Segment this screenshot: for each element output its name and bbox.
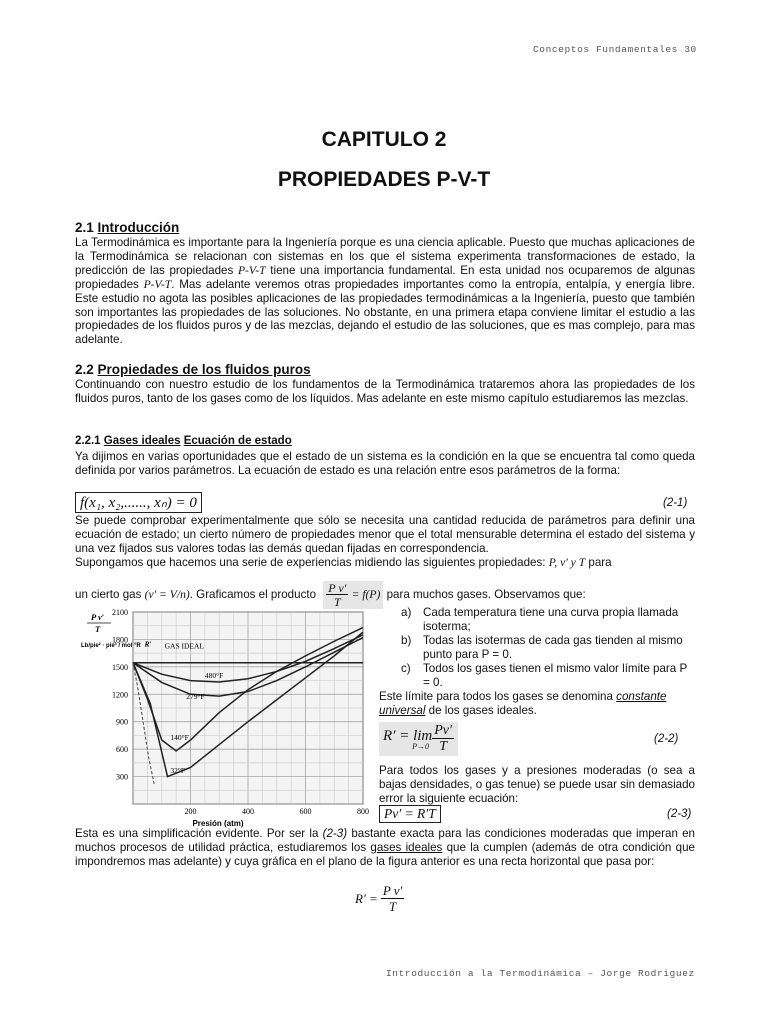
list-item-label: c) [401, 661, 411, 675]
equation-2-1: f(x₁, x₂,......, xₙ) = 0 [75, 492, 202, 513]
section-2-1-paragraph: La Termodinámica es importante para la Ingeniería porque es una ciencia aplicable. Puesto que muchas aplicaciones de la Termodinámica se relacionan con sistemas en los que el sistema experimenta transformaciones de estado, la predicción de las propiedades P-V-T tiene una importancia fundamental. En esta unidad nos ocuparemos de algunas propiedades P-V-T. Mas adelante veremos otras propiedades importantes como la entropía, entalpía, y energía libre. Este estudio no agota las posibles aplicaciones de las propiedades termodinámicas a la Ingeniería, puesto que también son importantes las propiedades de las soluciones. No obstante, en una primera etapa conviene limitar el estudio a las propiedades de los fluidos puros y de las mezclas, dejando el estudio de las soluciones, que es mas complejo, para mas adelante. [75, 236, 695, 347]
y-tick-label: 600 [116, 745, 128, 755]
y-axis-title-bottom: T [95, 624, 101, 634]
y-tick-label: 1500 [112, 662, 128, 672]
paragraph-plot-product: un cierto gas (v′ = V/n). Graficamos el producto $\frac{\text{P v′}}{T}$ = f(P) para muchos gases. Observamos que: [75, 581, 586, 609]
y-tick-label: 300 [116, 772, 128, 782]
section-2-2-heading: 2.2 Propiedades de los fluidos puros [75, 362, 311, 377]
y-axis-title-top: P v′ [91, 612, 105, 622]
y-tick-label: 1200 [112, 690, 128, 700]
section-number: 2.1 [75, 220, 94, 235]
curve-annotation: R′ [144, 639, 152, 649]
equation-2-2: R′ = lim P→0 $\frac{Pv'}{T}$ [379, 722, 458, 756]
running-header: Conceptos Fundamentales 30 [533, 44, 697, 55]
x-tick-label: 200 [184, 807, 197, 816]
observations-list [379, 606, 695, 689]
list-item [379, 634, 695, 662]
y-axis-units: Lb/pie² · pie³ / mol °R [81, 643, 141, 649]
list-item-label: a) [401, 606, 412, 619]
chapter-title: PROPIEDADES P-V-T [277, 168, 491, 191]
x-tick-label: 600 [299, 807, 312, 816]
equation-2-1-number: (2-1) [663, 497, 688, 509]
list-item-text: Todos los gases tienen el mismo valor límite para P = 0. [423, 661, 687, 689]
paragraph-parameters: Se puede comprobar experimentalmente que sólo se necesita una cantidad reducida de parámetros para definir una ecuación de estado; un cierto número de propiedades menor que el total mensurable determina el estado del sistema y una vez fijados sus valores todas las demás quedan fijadas en correspondencia. [75, 514, 695, 555]
curve-annotation: 279°F [186, 691, 205, 701]
curve-annotation: 140°F [170, 733, 189, 742]
equation-2-3: Pv′ = R′T [379, 805, 441, 823]
paragraph-moderate-pressure: Para todos los gases y a presiones moderadas (o sea a bajas densidades, o gas tenue) se puede usar sin demasiado error la siguiente ecuación: [379, 764, 695, 805]
list-item [379, 662, 695, 690]
curve-annotation: 32°F [170, 765, 186, 775]
list-item-text: Cada temperatura tiene una curva propia llamada isoterma; [423, 606, 679, 633]
curve-annotation: 480°F [204, 670, 224, 680]
curve-annotation: GAS IDEAL [164, 641, 204, 651]
paragraph-experiments: Supongamos que hacemos una serie de experiencias midiendo las siguientes propiedades: P, v′ y T para [75, 556, 612, 569]
paragraph-universal-constant: Este límite para todos los gases se denomina constante universal de los gases ideales. [379, 690, 667, 717]
x-tick-label: 400 [242, 807, 254, 816]
running-footer: Introducción a la Termodinámica – Jorge Rodriguez [386, 968, 695, 979]
section-2-2-1-heading: 2.2.1 Gases ideales Ecuación de estado [75, 435, 292, 447]
y-tick-label: 1800 [112, 635, 128, 645]
list-item-label: b) [401, 633, 412, 647]
y-tick-label: 2100 [112, 608, 128, 617]
x-axis-title: Presión (atm) [192, 819, 244, 828]
isotherm-chart-svg [77, 607, 373, 829]
section-title: Introducción [97, 220, 180, 235]
equation-r-prime: R′ = $\frac{\text{P v′}}{T}$ [355, 883, 403, 914]
equation-2-3-number: (2-3) [667, 808, 692, 820]
isotherm-chart [77, 607, 373, 829]
section-2-1-heading [75, 220, 179, 235]
x-tick-label: 800 [357, 807, 369, 816]
section-2-2-paragraph: Continuando con nuestro estudio de los fundamentos de la Termodinámica trataremos ahora las propiedades de los fluidos puros, tanto de los gases como de los líquidos. Mas adelante en este mismo capítulo estudiaremos las mezclas. [75, 378, 695, 405]
chapter-label: CAPITULO 2 [321, 128, 447, 151]
list-item-text: Todas las isotermas de cada gas tienden al mismo punto para P = 0. [423, 633, 683, 661]
list-item [379, 606, 695, 634]
paragraph-state-definition: Ya dijimos en varias oportunidades que el estado de un sistema es la condición en la que se encuentra tal como queda definida por varios parámetros. La ecuación de estado es una relación entre esos parámetros de la forma: [75, 450, 695, 477]
paragraph-ideal-gases: Esta es una simplificación evidente. Por ser la (2-3) bastante exacta para las condiciones moderadas que imperan en muchos procesos de utilidad práctica, estudiaremos los gases ideales que la cumplen (además de otra condición que impondremos mas adelante) y cuya gráfica en el plano de la figura anterior es una recta horizontal que pasa por: [75, 827, 695, 868]
equation-2-2-number: (2-2) [654, 733, 679, 745]
y-tick-label: 900 [116, 717, 128, 727]
